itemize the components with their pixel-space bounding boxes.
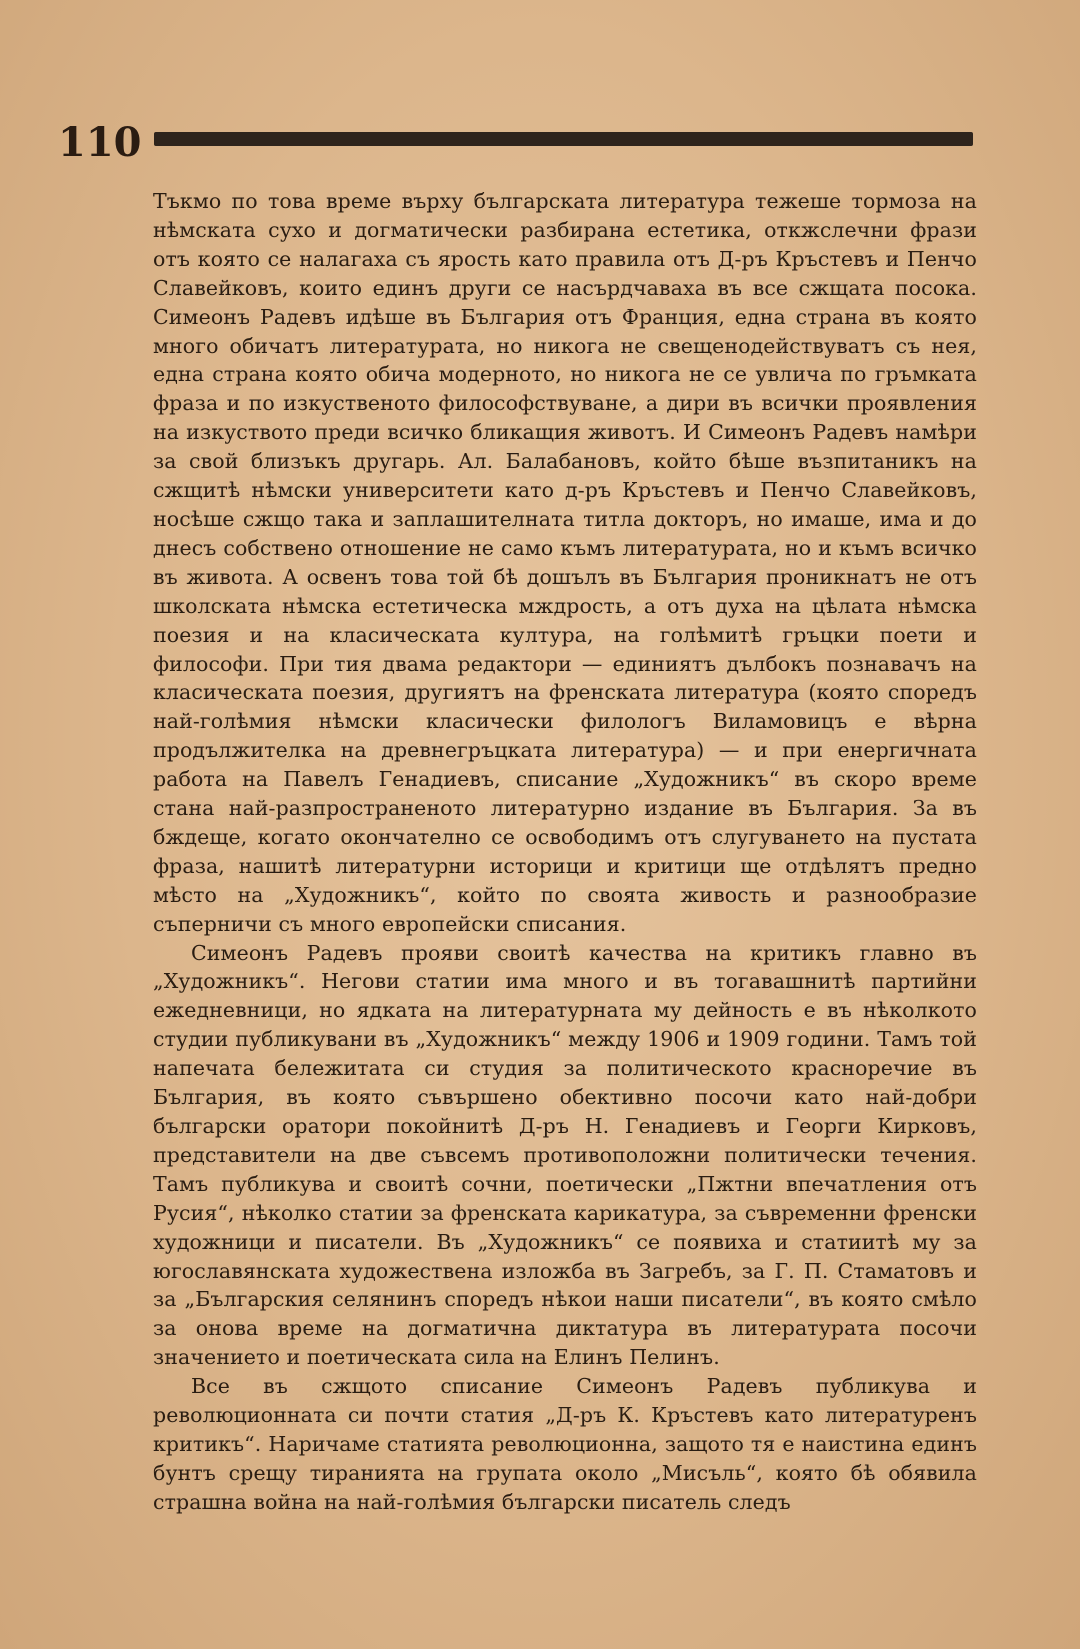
page-number: 110 [58, 119, 142, 166]
text-body [153, 187, 977, 1517]
paragraph: Симеонъ Радевъ прояви своитѣ качества на критикъ главно въ „Художникъ“. Негови статии има много и въ тогавашнитѣ партийни ежедневници, но ядката на литературната му дейность е въ нѣколкото студии публикувани въ „Художникъ“ между 1906 и 1909 години. Тамъ той напечата бележитата си студия за политическото красноречие въ България, въ която съвършено обективно посочи като най-добри български оратори покойнитѣ Д-ръ Н. Генадиевъ и Георги Кирковъ, представители на две съвсемъ противоположни политически течения. Тамъ публикува и своитѣ сочни, поетически „Пжтни впечатления отъ Русия“, нѣколко статии за френската карикатура, за съвременни френски художници и писатели. Въ „Художникъ“ се появиха и статиитѣ му за югославянската художествена изложба въ Загребъ, за Г. П. Стаматовъ и за „Българския селянинъ споредъ нѣкои наши писатели“, въ която смѣло за онова време на догматична диктатура въ литературата посочи значението и поетическата сила на Елинъ Пелинъ. [153, 940, 977, 1370]
paragraph: Все въ сжщото списание Симеонъ Радевъ публикува и революционната си почти статия „Д-ръ К. Кръстевъ като литературенъ критикъ“. Наричаме статията революционна, защото тя е наистина единъ бунтъ срещу тиранията на групата около „Мисъль“, която бѣ обявила страшна война на най-голѣмия български писатель следъ [153, 1374, 977, 1514]
header-rule [154, 132, 973, 146]
page-header [58, 118, 973, 168]
paragraph: Тъкмо по това време върху българската литература тежеше тормоза на нѣмската сухо и догматически разбирана естетика, откжслечни фрази отъ която се налагаха съ ярость като правила отъ Д-ръ Кръстевъ и Пенчо Славейковъ, които единъ други се насърдчаваха въ все сжщата посока. Симеонъ Радевъ идѣше въ България отъ Франция, една страна въ която много обичатъ литературата, но никога не свещенодействуватъ съ нея, една страна която обича модерното, но никога не се увлича по гръмката фраза и по изкуственото философствуване, а дири въ всички проявления на изкуството преди всичко бликащия животъ. И Симеонъ Радевъ намѣри за свой близъкъ другарь. Ал. Балабановъ, който бѣше възпитаникъ на сжщитѣ нѣмски университети като д-ръ Кръстевъ и Пенчо Славейковъ, носѣше сжщо така и заплашителната титла докторъ, но имаше, има и до днесъ собствено отношение не само къмъ литературата, но и къмъ всичко въ живота. А освенъ това той бѣ дошълъ въ България проникнатъ не отъ школската нѣмска естетическа мждрость, а отъ духа на цѣлата нѣмска поезия и на класическата култура, на голѣмитѣ гръцки поети и философи. При тия двама редактори — единиятъ дълбокъ познавачъ на класическата поезия, другиятъ на френската литература (която споредъ най-голѣмия нѣмски класически филологъ Виламовицъ е вѣрна продължителка на древнегръцката литература) — и при енергичната работа на Павелъ Генадиевъ, списание „Художникъ“ въ скоро време стана най-разпространеното литературно издание въ България. За въ бждеще, когато окончателно се освободимъ отъ слугуването на пустата фраза, нашитѣ литературни историци и критици ще отдѣлятъ предно мѣсто на „Художникъ“, който по своята живость и разнообразие съперничи съ много европейски списания. [153, 189, 977, 936]
